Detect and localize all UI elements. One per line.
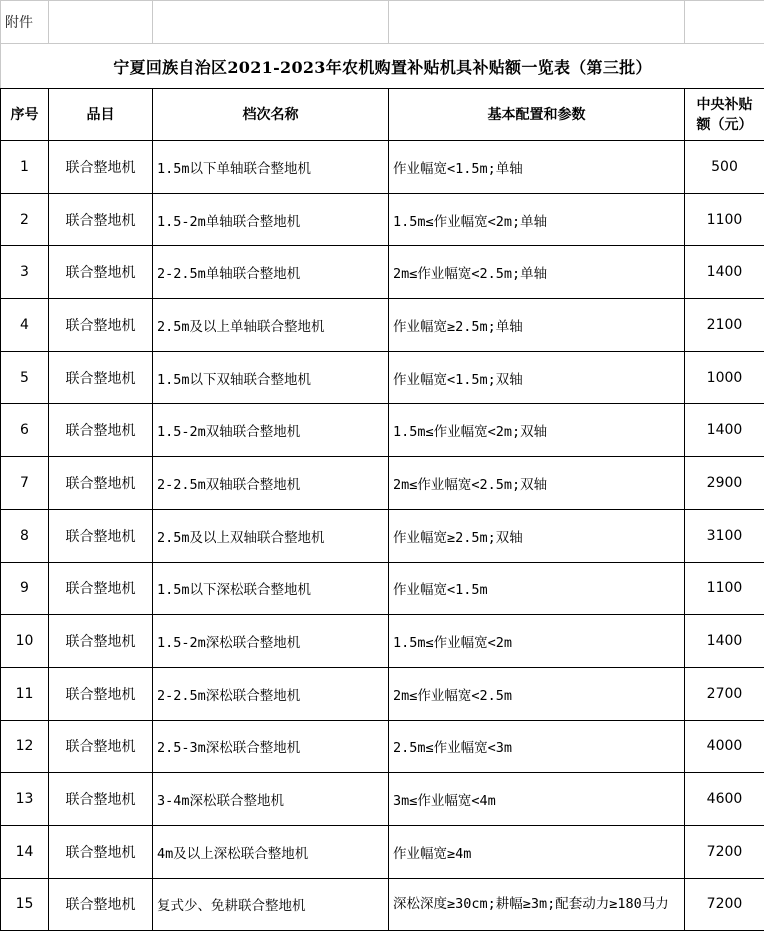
cell-spec: 作业幅宽<1.5m;双轴 (389, 351, 685, 404)
cell-grade: 1.5m以下单轴联合整地机 (153, 141, 389, 194)
table-row (1, 141, 764, 194)
cell-spec: 作业幅宽<1.5m;单轴 (389, 141, 685, 194)
cell-category: 联合整地机 (49, 667, 153, 720)
table-row (1, 404, 764, 457)
table-row (1, 773, 764, 826)
cell-amount: 1000 (685, 351, 764, 404)
cell-index: 7 (1, 457, 49, 510)
cell-grade: 3-4m深松联合整地机 (153, 773, 389, 826)
cell-spec: 1.5m≤作业幅宽<2m;双轴 (389, 404, 685, 457)
cell-amount: 1400 (685, 615, 764, 668)
cell-spec: 2m≤作业幅宽<2.5m (389, 667, 685, 720)
cell-category: 联合整地机 (49, 720, 153, 773)
cell-amount: 2700 (685, 667, 764, 720)
cell-grade: 1.5m以下深松联合整地机 (153, 562, 389, 615)
header-spec: 基本配置和参数 (389, 89, 685, 141)
table-row (1, 667, 764, 720)
cell-grade: 2-2.5m双轴联合整地机 (153, 457, 389, 510)
header-index: 序号 (1, 89, 49, 141)
cell-grade: 2-2.5m深松联合整地机 (153, 667, 389, 720)
cell-index: 10 (1, 615, 49, 668)
table-row (1, 509, 764, 562)
title-row (1, 44, 764, 89)
cell-spec: 3m≤作业幅宽<4m (389, 773, 685, 826)
cell-category: 联合整地机 (49, 457, 153, 510)
cell-amount: 500 (685, 141, 764, 194)
cell-index: 6 (1, 404, 49, 457)
cell-amount: 3100 (685, 509, 764, 562)
cell-spec: 1.5m≤作业幅宽<2m;单轴 (389, 193, 685, 246)
attachment-label: 附件 (1, 1, 49, 44)
table-row (1, 562, 764, 615)
cell-spec: 作业幅宽≥2.5m;单轴 (389, 299, 685, 352)
cell-category: 联合整地机 (49, 825, 153, 878)
cell-spec: 作业幅宽≥4m (389, 825, 685, 878)
cell-index: 9 (1, 562, 49, 615)
header-amount: 中央补贴额（元） (685, 89, 764, 141)
cell-amount: 1100 (685, 562, 764, 615)
cell-amount: 7200 (685, 825, 764, 878)
cell-index: 2 (1, 193, 49, 246)
cell-category: 联合整地机 (49, 562, 153, 615)
table-row (1, 457, 764, 510)
cell-category: 联合整地机 (49, 509, 153, 562)
table-row (1, 193, 764, 246)
cell-amount: 4000 (685, 720, 764, 773)
cell-grade: 1.5m以下双轴联合整地机 (153, 351, 389, 404)
cell-grade: 2-2.5m单轴联合整地机 (153, 246, 389, 299)
table-row (1, 351, 764, 404)
cell-amount: 4600 (685, 773, 764, 826)
table-row (1, 246, 764, 299)
cell-category: 联合整地机 (49, 299, 153, 352)
cell-index: 1 (1, 141, 49, 194)
cell-category: 联合整地机 (49, 878, 153, 931)
cell-category: 联合整地机 (49, 404, 153, 457)
cell-category: 联合整地机 (49, 193, 153, 246)
cell-index: 8 (1, 509, 49, 562)
table-title: 宁夏回族自治区2021-2023年农机购置补贴机具补贴额一览表（第三批） (1, 44, 764, 89)
cell-spec: 作业幅宽<1.5m (389, 562, 685, 615)
cell-spec: 1.5m≤作业幅宽<2m (389, 615, 685, 668)
cell-amount: 1400 (685, 246, 764, 299)
cell-category: 联合整地机 (49, 246, 153, 299)
cell-grade: 1.5-2m双轴联合整地机 (153, 404, 389, 457)
attachment-row (1, 1, 764, 44)
cell-index: 14 (1, 825, 49, 878)
cell-grade: 2.5m及以上双轴联合整地机 (153, 509, 389, 562)
cell-spec: 作业幅宽≥2.5m;双轴 (389, 509, 685, 562)
cell-amount: 1400 (685, 404, 764, 457)
cell-index: 11 (1, 667, 49, 720)
cell-grade: 1.5-2m深松联合整地机 (153, 615, 389, 668)
cell-category: 联合整地机 (49, 141, 153, 194)
cell-index: 12 (1, 720, 49, 773)
cell-spec: 2m≤作业幅宽<2.5m;单轴 (389, 246, 685, 299)
cell-amount: 2100 (685, 299, 764, 352)
table-row (1, 299, 764, 352)
header-row (1, 89, 764, 141)
cell-index: 13 (1, 773, 49, 826)
table-row (1, 878, 764, 931)
header-category: 品目 (49, 89, 153, 141)
table-row (1, 825, 764, 878)
header-grade: 档次名称 (153, 89, 389, 141)
cell-grade: 1.5-2m单轴联合整地机 (153, 193, 389, 246)
cell-grade: 2.5-3m深松联合整地机 (153, 720, 389, 773)
table-row (1, 615, 764, 668)
cell-grade: 复式少、免耕联合整地机 (153, 878, 389, 931)
cell-amount: 7200 (685, 878, 764, 931)
cell-spec: 2m≤作业幅宽<2.5m;双轴 (389, 457, 685, 510)
cell-category: 联合整地机 (49, 615, 153, 668)
cell-category: 联合整地机 (49, 773, 153, 826)
cell-index: 15 (1, 878, 49, 931)
cell-spec: 深松深度≥30cm;耕幅≥3m;配套动力≥180马力 (389, 878, 685, 931)
cell-index: 4 (1, 299, 49, 352)
cell-grade: 2.5m及以上单轴联合整地机 (153, 299, 389, 352)
cell-spec: 2.5m≤作业幅宽<3m (389, 720, 685, 773)
cell-amount: 1100 (685, 193, 764, 246)
cell-index: 3 (1, 246, 49, 299)
cell-amount: 2900 (685, 457, 764, 510)
cell-category: 联合整地机 (49, 351, 153, 404)
cell-index: 5 (1, 351, 49, 404)
cell-grade: 4m及以上深松联合整地机 (153, 825, 389, 878)
table-row (1, 720, 764, 773)
